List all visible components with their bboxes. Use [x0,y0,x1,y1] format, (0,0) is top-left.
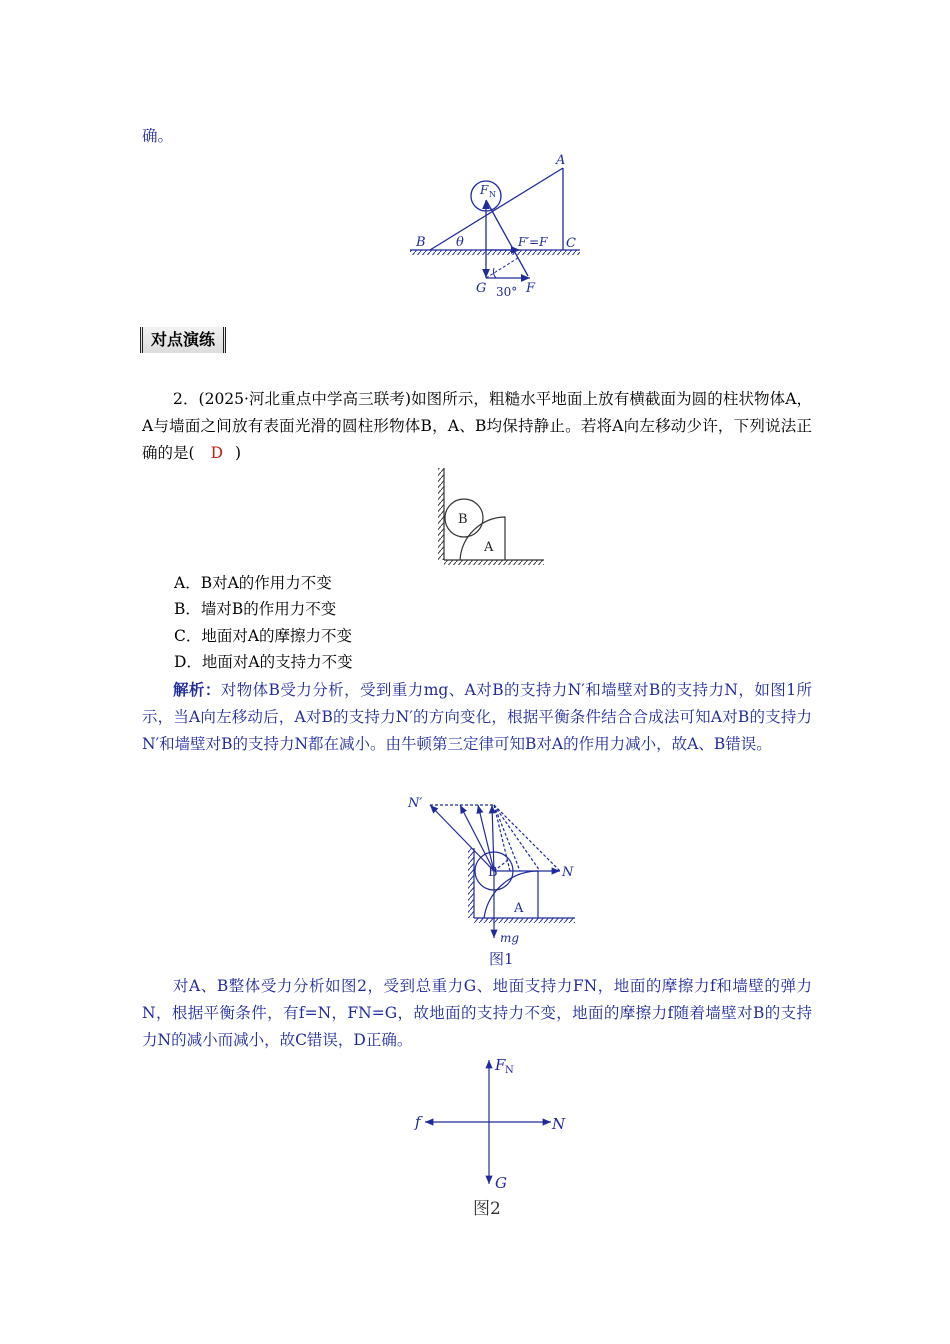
analysis-text-1: 对物体B受力分析，受到重力mg、A对B的支持力N′和墙壁对B的支持力N，如图1所示，当A向左移动后，A对B的支持力N′的方向变化，根据平衡条件结合合成法可知A对B的支持力N′和墙壁对B的支持力N都在减小。由牛顿第三定律可知B对A的作用力减小，故A、B错误。 [142,681,812,753]
question-close-paren: ) [235,444,242,462]
label-fn-sub: N [489,190,496,199]
label-fprime: F′=F [518,235,548,249]
label-a: A [484,540,494,555]
label-f: f [415,1113,421,1131]
label-n: N [562,865,574,880]
option-d: D．地面对A的支持力不变 [174,653,353,671]
analysis-paragraph-1 [142,676,812,758]
label-nprime: N′ [408,796,423,811]
label-fn: F [480,183,489,197]
figure-2-caption: 图2 [473,1199,501,1219]
continued-text: 确。 [142,127,174,145]
label-b: B [416,235,426,250]
label-a: A [556,153,566,168]
figure-2 [405,1052,580,1194]
option-b: B．墙对B的作用力不变 [174,600,337,618]
label-theta: θ [456,235,464,250]
label-b: B [458,512,468,527]
label-g: G [476,281,487,296]
label-c: C [566,236,576,251]
figure-1 [400,790,590,970]
section-heading: 对点演练 [140,327,226,353]
label-angle: 30° [496,285,518,299]
label-n: N [552,1115,566,1133]
question-stem: 2．(2025·河北重点中学高三联考)如图所示，粗糙水平地面上放有横截面为圆的柱状物体A，A与墙面之间放有表面光滑的圆柱形物体B，A、B均保持静止。若将A向左移动少许，下列说法正确的是( [142,390,812,462]
label-b: B [488,865,498,880]
analysis-label: 解析： [173,680,221,699]
label-mg: mg [500,931,520,945]
figure-1-caption: 图1 [489,950,514,968]
label-a: A [514,901,524,916]
question-text [142,386,812,467]
answer-letter: D [210,444,223,462]
incline-force-figure [400,150,600,300]
label-fn: F [495,1056,506,1074]
label-f: F [526,281,536,296]
label-g: G [495,1174,507,1192]
analysis-paragraph-2: 对A、B整体受力分析如图2，受到总重力G、地面支持力FN，地面的摩擦力f和墙壁的弹力N，根据平衡条件，有f=N，FN=G，故地面的支持力不变，地面的摩擦力f随着墙壁对B的支持力N的减小而减小，故C错误，D正确。 [142,977,812,1049]
option-c: C．地面对A的摩擦力不变 [174,627,353,645]
option-a: A．B对A的作用力不变 [174,574,332,592]
label-fn-sub: N [505,1065,514,1076]
question-figure [436,466,546,566]
